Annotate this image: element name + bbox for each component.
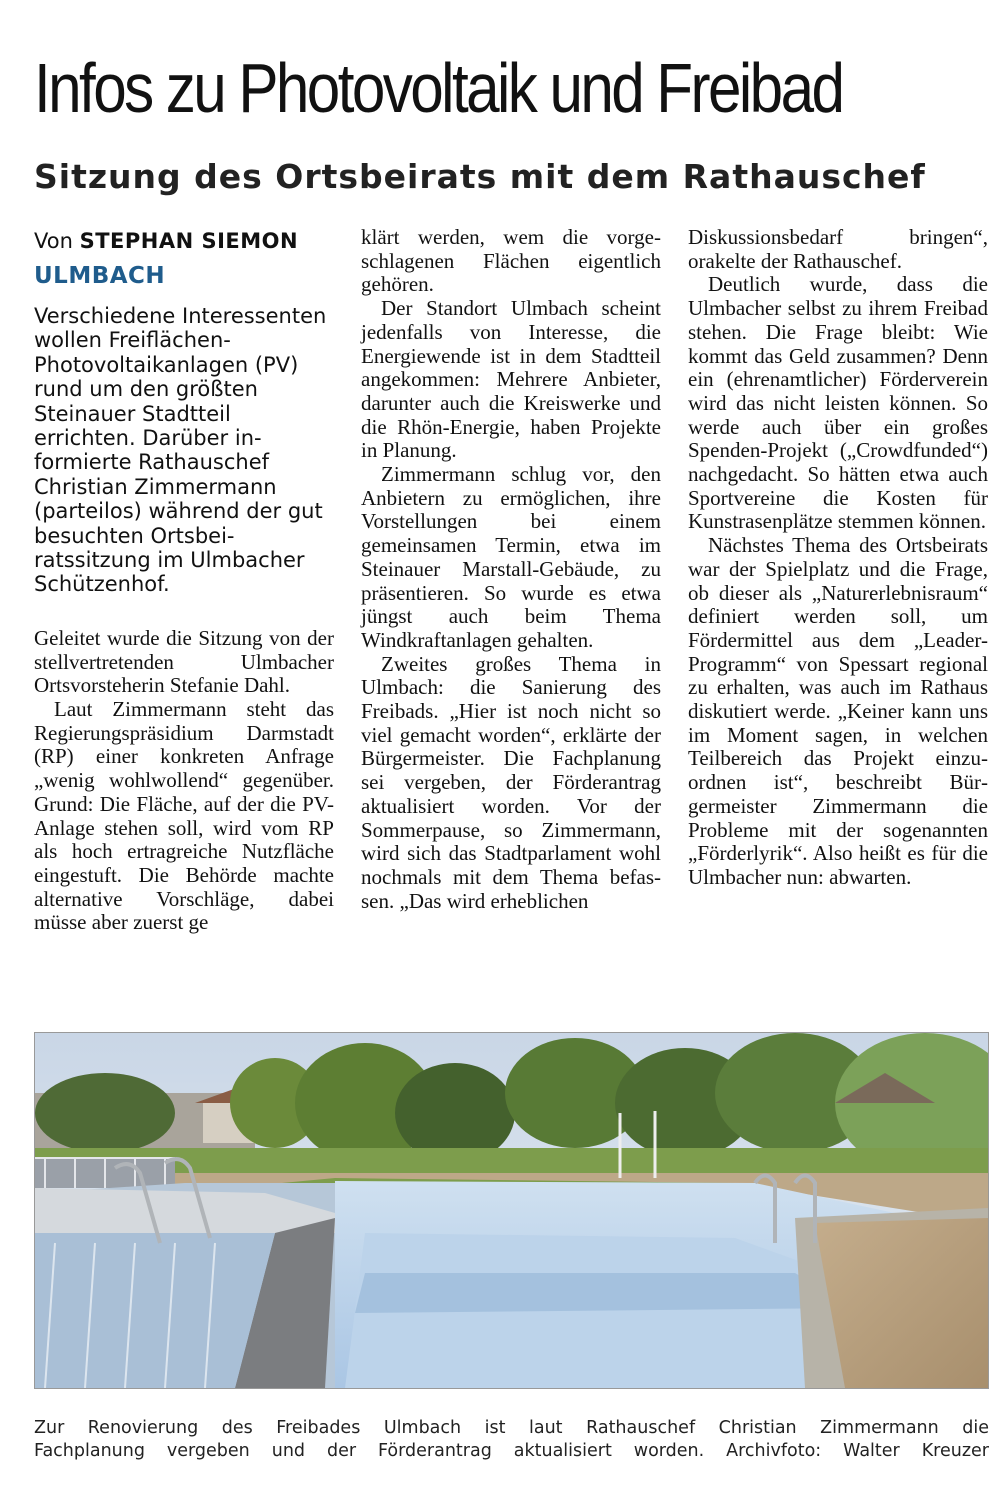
pool-photo-illustration bbox=[35, 1033, 988, 1388]
body-paragraph: Zimmermann schlug vor, den Anbietern zu ermöglichen, ihre Vorstellungen bei einem gemeinsamen Termin, etwa im Steinauer Marstall-Gebäude, zu präsentieren. So wurde es etwa jüngst auch beim Thema Windkraftanlagen gehalten. bbox=[361, 462, 661, 652]
caption-line-1: Zur Renovierung des Freibades Ulmbach ist laut Rathauschef Christian Zimmermann die bbox=[34, 1418, 989, 1438]
photo-caption bbox=[34, 1417, 989, 1463]
body-paragraph: klärt werden, wem die vorgeschlagenen Flächen eigentlich gehören. bbox=[361, 225, 661, 297]
article-column-2 bbox=[361, 226, 661, 913]
body-paragraph: Zweites großes Thema in Ulmbach: die Sanierung des Freibads. „Hier ist noch nicht so viel gemacht worden“, erklärte der Bürgermeister. Die Fachplanung sei vergeben, der Förderantrag aktualisiert worden. Vor der Sommerpause, so Zimmermann, wird sich das Stadtparlament wohl nochmals mit dem Thema befassen. „Das wird erheblichen bbox=[361, 651, 661, 913]
author-name: STEPHAN SIEMON bbox=[79, 229, 299, 253]
byline bbox=[34, 226, 334, 256]
body-paragraph: Der Standort Ulmbach scheint jedenfalls von Interesse, die Energiewende ist in dem Stadtteil angekommen: Mehrere Anbieter, darunter auch die Kreiswerke und die Rhön-Energie, haben Projekte in Planung. bbox=[361, 296, 661, 463]
location-dateline: ULMBACH bbox=[34, 263, 166, 289]
body-paragraph: Nächstes Thema des Ortsbeirats war der Spielplatz und die Frage, ob dieser als „Naturerlebnisraum“ definiert werden soll, um Fördermittel aus dem „Leader-Programm“ von Spessart regional zu erhalten, was auch im Rathaus diskutiert werde. „Keiner kann uns im Moment sagen, in welchen Teilbereich das Projekt einzuordnen ist“, beschreibt Bürgermeister Zimmermann die Probleme mit der sogenannten „Förderlyrik“. Also heißt es für die Ulmbacher nun: abwarten. bbox=[688, 533, 988, 889]
headline: Infos zu Photovoltaik und Freibad bbox=[34, 49, 843, 127]
caption-line-2: Fachplanung vergeben und der Förderantrag aktualisiert worden. Archivfoto: Walter Kreuzer bbox=[34, 1441, 989, 1461]
article-column-3 bbox=[688, 226, 988, 890]
pool-photo bbox=[34, 1032, 989, 1389]
body-paragraph: Laut Zimmermann steht das Regierungspräsidium Darmstadt (RP) einer konkreten Anfrage „wenig wohlwollend“ gegenüber. Grund: Die Fläche, auf der die PV-Anlage stehen soll, wird vom RP als hoch ertragreiche Nutzfläche eingestuft. Die Behörde machte alternative Vorschläge, dabei müsse aber zuerst ge bbox=[34, 696, 334, 935]
byline-prefix: Von bbox=[34, 229, 73, 253]
subheadline: Sitzung des Ortsbeirats mit dem Rathauschef bbox=[34, 157, 926, 196]
body-paragraph: Diskussionsbedarf bringen“, orakelte der Rathauschef. bbox=[688, 225, 988, 273]
lead-paragraph: Verschiedene Interessenten wollen Freiflächen-Photovoltaikanlagen (PV) rund um den größten Steinauer Stadtteil errichten. Darüber informierte Rathauschef Christian Zimmermann (parteilos) während der gut besuchten Ortsbeiratssitzung im Ulmbacher Schützenhof. bbox=[34, 304, 327, 597]
article-column-1 bbox=[34, 226, 334, 935]
body-paragraph: Deutlich wurde, dass die Ulmbacher selbst zu ihrem Freibad stehen. Die Frage bleibt: Wie kommt das Geld zusammen? Denn ein (ehrenamtlicher) Förderverein wird das nicht leisten können. So werde auch über ein großes Spenden-Projekt („Crowdfunded“) nachgedacht. So hätten etwa auch Sportvereine die Kosten für Kunstrasenplätze stemmen können. bbox=[688, 272, 988, 534]
body-paragraph: Geleitet wurde die Sitzung von der stellvertretenden Ulmbacher Ortsvorsteherin Stefanie Dahl. bbox=[34, 625, 334, 698]
